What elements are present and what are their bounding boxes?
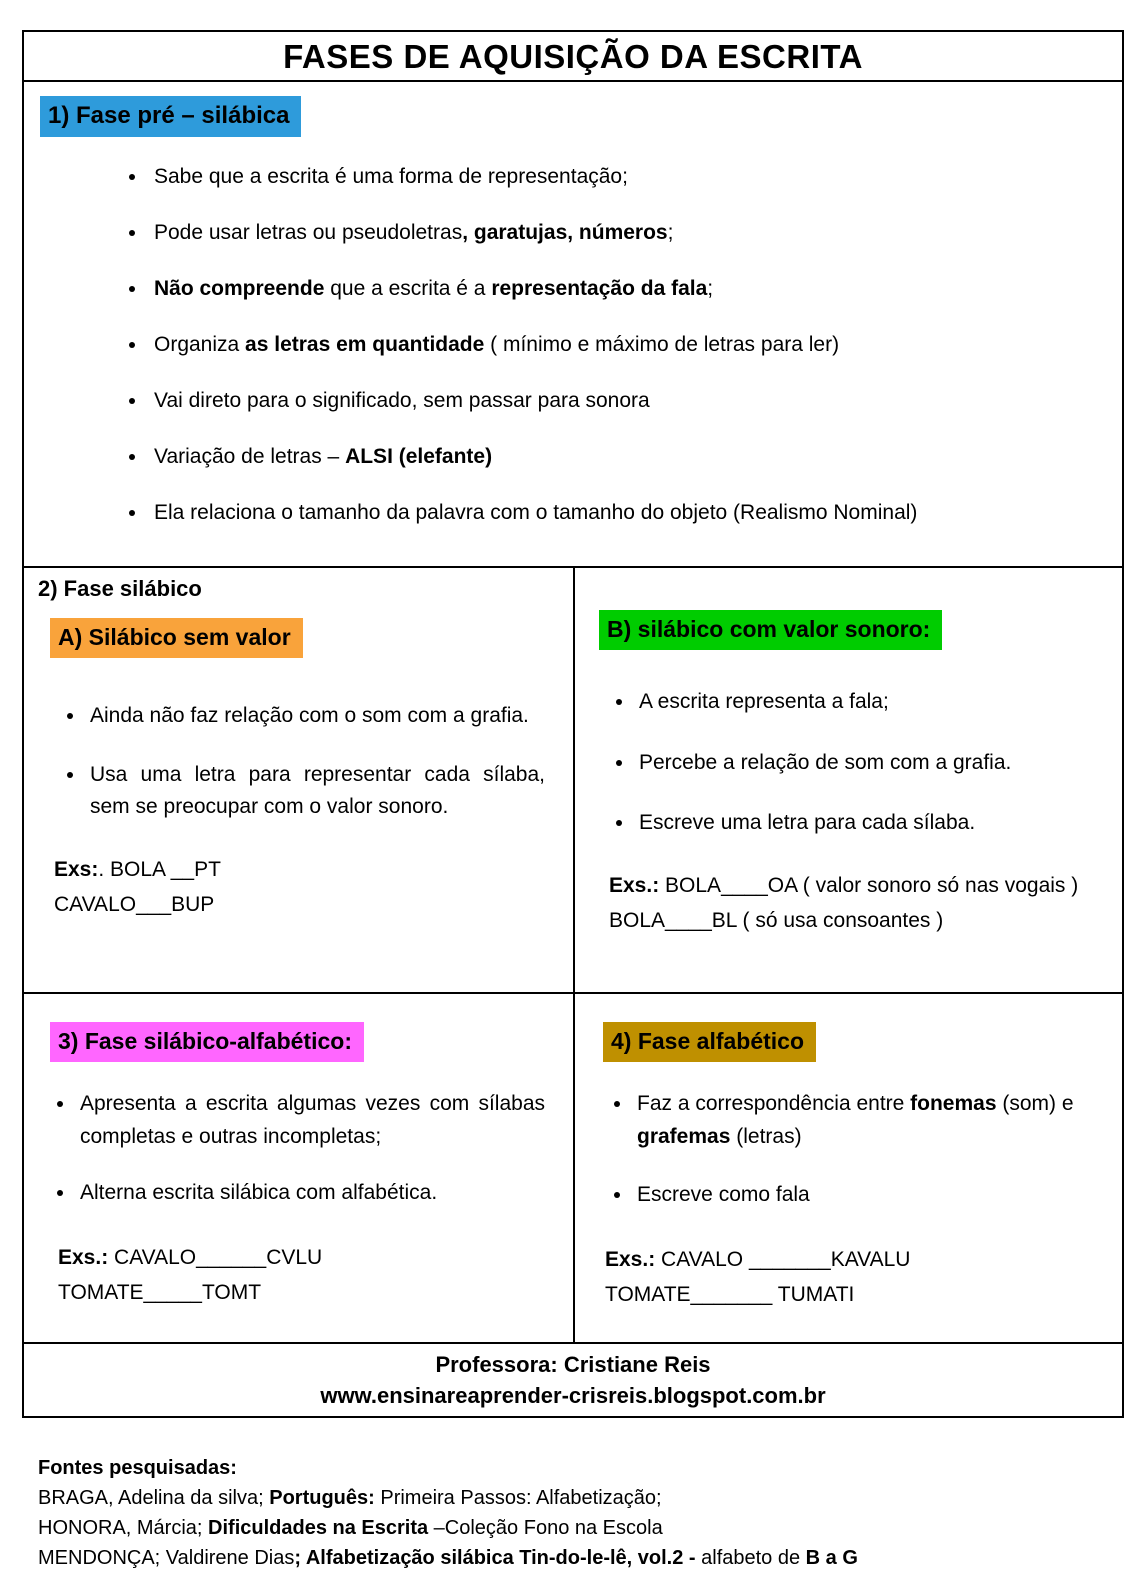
example-line: TOMATE_____TOMT	[58, 1281, 262, 1305]
source-line: MENDONÇA; Valdirene Dias; Alfabetização silábica Tin-do-le-lê, vol.2 - alfabeto de B a G	[38, 1547, 858, 1569]
bullet-item: • Ainda não faz relação com o som com a grafia.	[86, 700, 545, 733]
section4-heading: 4) Fase alfabético	[603, 1022, 816, 1062]
section1-heading: 1) Fase pré – silábica	[40, 96, 301, 137]
sources-heading: Fontes pesquisadas:	[38, 1457, 237, 1479]
example-line: Exs.: CAVALO______CVLU	[58, 1245, 323, 1269]
bullet-item: • Percebe a relação de som com a grafia.	[635, 747, 1106, 780]
bullet-item: • Faz a correspondência entre fonemas (som) e grafemas (letras)	[633, 1088, 1106, 1153]
section-silabico-alfabetico-e-alfabetico	[24, 992, 1122, 1342]
section2a-bullet-list	[24, 700, 545, 824]
source-line: BRAGA, Adelina da silva; Português: Primeira Passos: Alfabetização;	[38, 1487, 662, 1509]
bullet-item: • Não compreende que a escrita é a representação da fala;	[148, 277, 1102, 301]
section4-bullet-list	[575, 1088, 1106, 1212]
footer-row	[24, 1342, 1122, 1416]
source-line: HONORA, Márcia; Dificuldades na Escrita –Coleção Fono na Escola	[38, 1517, 663, 1539]
bullet-item: • Escreve uma letra para cada sílaba.	[635, 807, 1106, 840]
section3-examples	[58, 1240, 573, 1311]
blog-url: www.ensinareaprender-crisreis.blogspot.com.br	[320, 1382, 826, 1408]
bullet-item: • Variação de letras – ALSI (elefante)	[148, 445, 1102, 469]
silabico-alfabetico-column	[24, 994, 573, 1342]
section-pre-silabica	[24, 82, 1122, 566]
bullet-item: • Organiza as letras em quantidade ( mínimo e máximo de letras para ler)	[148, 333, 1102, 357]
section2b-examples	[609, 868, 1102, 939]
section2b-heading: B) silábico com valor sonoro:	[599, 610, 942, 650]
bullet-item: • Escreve como fala	[633, 1179, 1106, 1212]
section2a-examples	[54, 852, 573, 923]
sources-block	[38, 1453, 1098, 1573]
example-line: BOLA____BL ( só usa consoantes )	[609, 909, 944, 933]
silabico-com-valor-column	[573, 568, 1122, 992]
page-title: FASES DE AQUISIÇÃO DA ESCRITA	[283, 38, 863, 75]
section3-bullet-list	[24, 1088, 545, 1210]
bullet-item: • Ela relaciona o tamanho da palavra com o tamanho do objeto (Realismo Nominal)	[148, 501, 1102, 525]
section3-heading: 3) Fase silábico-alfabético:	[50, 1022, 364, 1062]
bullet-item: • Sabe que a escrita é uma forma de representação;	[148, 165, 1102, 189]
title-row	[24, 32, 1122, 82]
example-line: CAVALO___BUP	[54, 893, 215, 917]
bullet-item: • Alterna escrita silábica com alfabética.	[76, 1177, 545, 1210]
worksheet-table	[22, 30, 1124, 1418]
example-line: Exs.: CAVALO _______KAVALU	[605, 1247, 911, 1271]
example-line: TOMATE_______ TUMATI	[605, 1283, 855, 1307]
section2b-bullet-list	[575, 686, 1106, 840]
alfabetico-column	[573, 994, 1122, 1342]
bullet-item: • A escrita representa a fala;	[635, 686, 1106, 719]
section-silabico	[24, 566, 1122, 992]
section2a-heading: A) Silábico sem valor	[50, 618, 303, 658]
section2-heading: 2) Fase silábico	[38, 576, 202, 601]
bullet-item: • Usa uma letra para representar cada sílaba, sem se preocupar com o valor sonoro.	[86, 759, 545, 824]
bullet-item: • Pode usar letras ou pseudoletras, garatujas, números;	[148, 221, 1102, 245]
bullet-item: • Vai direto para o significado, sem passar para sonora	[148, 389, 1102, 413]
bullet-item: • Apresenta a escrita algumas vezes com sílabas completas e outras incompletas;	[76, 1088, 545, 1153]
example-line: Exs.: BOLA____OA ( valor sonoro só nas vogais )	[609, 873, 1079, 897]
section4-examples	[605, 1242, 1102, 1313]
silabico-sem-valor-column	[24, 568, 573, 992]
section1-bullet-list	[40, 165, 1102, 525]
teacher-name: Professora: Cristiane Reis	[435, 1352, 711, 1377]
example-line: Exs:. BOLA __PT	[54, 857, 221, 881]
